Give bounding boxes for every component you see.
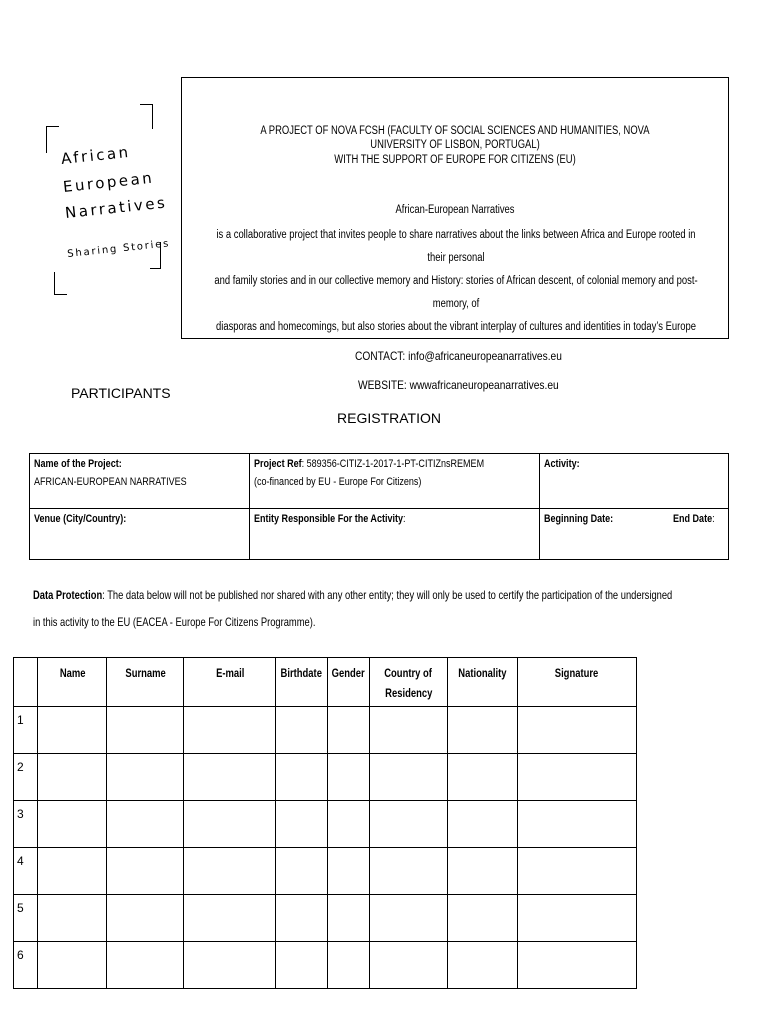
signature-cell[interactable] [517,895,636,942]
project-ref-cell [250,454,540,509]
venue-label: Venue (City/Country): [34,513,127,525]
birthdate-cell[interactable] [276,801,327,848]
name-cell[interactable] [37,707,107,754]
entity-colon: : [403,513,406,525]
country-cell[interactable] [369,848,447,895]
gender-cell[interactable] [327,848,369,895]
project-name-label: Name of the Project: [34,458,122,470]
surname-cell[interactable] [107,895,184,942]
project-name-cell [30,454,250,509]
project-line: A PROJECT OF NOVA FCSH (FACULTY OF SOCIAL SCIENCES AND HUMANITIES, NOVA UNIVERSITY OF LISBON, PORTUGAL) [260,125,650,151]
name-cell[interactable] [37,801,107,848]
logo-bracket-bottom-left [54,272,67,295]
participants-title: PARTICIPANTS [71,385,171,401]
nationality-cell[interactable] [447,942,517,989]
surname-cell[interactable] [107,848,184,895]
row-number: 6 [14,942,38,989]
project-description [207,224,706,339]
surname-cell[interactable] [107,754,184,801]
signature-cell[interactable] [517,848,636,895]
nationality-cell[interactable] [447,848,517,895]
dates-cell [539,509,728,560]
logo-line-narratives: Narratives [64,193,169,222]
country-cell[interactable] [369,942,447,989]
signature-cell[interactable] [517,942,636,989]
column-header-name: Name [37,658,107,707]
registration-title: REGISTRATION [337,410,441,426]
project-ref-value: : 589356-CITIZ-1-2017-1-PT-CITIZnsREMEM [301,458,485,470]
end-date-label: End Date [672,513,712,525]
name-cell[interactable] [37,848,107,895]
data-protection-line-2: in this activity to the EU (EACEA - Europe For Citizens Programme). [33,615,316,629]
data-protection-line-1 [33,582,735,609]
column-header-surname: Surname [107,658,184,707]
column-header-signature: Signature [517,658,636,707]
entity-line [254,513,406,525]
venue-cell [30,509,250,560]
surname-cell[interactable] [107,707,184,754]
name-cell[interactable] [37,754,107,801]
project-info-table [29,453,729,560]
column-header-email: E-mail [184,658,276,707]
birthdate-cell[interactable] [276,848,327,895]
row-number-header [14,658,38,707]
row-number: 5 [14,895,38,942]
project-name-value: AFRICAN-EUROPEAN NARRATIVES [34,476,187,488]
name-cell[interactable] [37,942,107,989]
signature-cell[interactable] [517,707,636,754]
logo-bracket-top-left [46,126,59,153]
nationality-cell[interactable] [447,707,517,754]
row-number: 2 [14,754,38,801]
email-cell[interactable] [184,942,276,989]
project-logo [38,100,171,300]
column-header-nationality: Nationality [447,658,517,707]
table-row [14,801,637,848]
end-date-line [673,513,715,525]
gender-cell[interactable] [327,942,369,989]
nationality-cell[interactable] [447,895,517,942]
email-cell[interactable] [184,754,276,801]
birthdate-cell[interactable] [276,754,327,801]
contact-email: CONTACT: info@africaneuropeanarratives.eu [355,349,562,363]
website: WEBSITE: wwwafricaneuropeanarratives.eu [358,378,559,392]
row-number: 4 [14,848,38,895]
table-row [14,895,637,942]
signature-cell[interactable] [517,754,636,801]
country-cell[interactable] [369,895,447,942]
gender-cell[interactable] [327,707,369,754]
country-cell[interactable] [369,801,447,848]
gender-cell[interactable] [327,895,369,942]
row-number: 3 [14,801,38,848]
activity-cell [539,454,728,509]
beginning-date-label: Beginning Date: [543,513,613,525]
email-cell[interactable] [184,801,276,848]
project-name: African-European Narratives [395,204,515,216]
logo-line-african: African [60,142,132,168]
entity-cell [250,509,540,560]
birthdate-cell[interactable] [276,707,327,754]
column-header-gender: Gender [327,658,369,707]
surname-cell[interactable] [107,801,184,848]
table-row [14,707,637,754]
activity-label: Activity: [543,458,580,470]
logo-tagline: Sharing Stories [66,238,171,260]
row-number: 1 [14,707,38,754]
signature-cell[interactable] [517,801,636,848]
table-row [14,848,637,895]
column-header-country: Country of Residency [369,658,447,707]
project-ref-label: Project Ref [254,458,302,470]
email-cell[interactable] [184,895,276,942]
email-cell[interactable] [184,848,276,895]
data-protection-text: : The data below will not be published nor shared with any other entity; they will only be used to certify the participation of the undersigned [102,588,673,602]
logo-bracket-top-right [140,104,153,129]
email-cell[interactable] [184,707,276,754]
table-row [14,942,637,989]
table-row [14,754,637,801]
birthdate-cell[interactable] [276,942,327,989]
support-line: WITH THE SUPPORT OF EUROPE FOR CITIZENS (EU) [334,154,576,166]
logo-line-european: European [62,168,155,196]
end-date-colon: : [711,513,715,525]
name-cell[interactable] [37,895,107,942]
project-ref-note: (co-financed by EU - Europe For Citizens) [254,476,422,488]
nationality-cell[interactable] [447,801,517,848]
data-protection-label: Data Protection [33,588,103,602]
gender-cell[interactable] [327,801,369,848]
surname-cell[interactable] [107,942,184,989]
description-line: and family stories and in our collective memory and History: stories of African descent, of colonial memory and post-memory, of [214,275,698,310]
description-line: diasporas and homecomings, but also stories about the vibrant interplay of cultures and identities in today’s Europe [215,321,696,333]
country-cell[interactable] [369,707,447,754]
entity-label: Entity Responsible For the Activity [254,513,404,525]
gender-cell[interactable] [327,754,369,801]
participants-table [13,657,637,989]
project-description-box [181,77,729,339]
birthdate-cell[interactable] [276,895,327,942]
column-header-birthdate: Birthdate [276,658,327,707]
project-ref-line [254,458,484,470]
description-line: is a collaborative project that invites people to share narratives about the links between Africa and Europe rooted in their personal [216,229,696,264]
data-protection-notice [33,582,735,636]
country-cell[interactable] [369,754,447,801]
nationality-cell[interactable] [447,754,517,801]
